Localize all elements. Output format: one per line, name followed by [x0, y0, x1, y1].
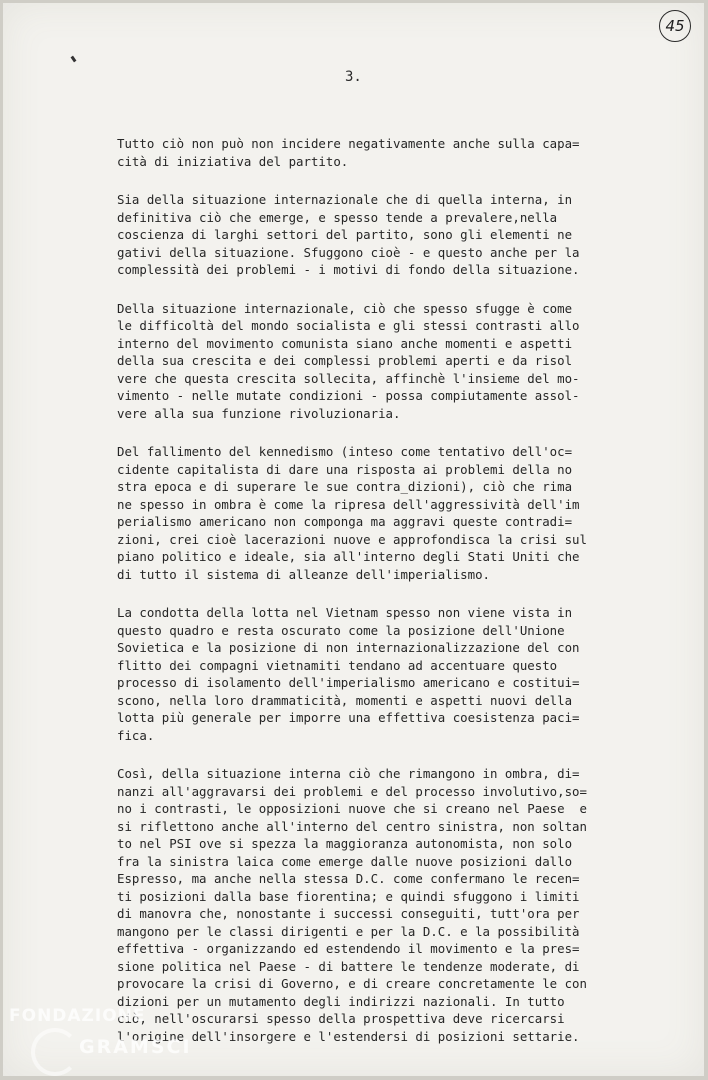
paragraph	[117, 300, 657, 423]
text-line: nanzi all'aggravarsi dei problemi e del processo involutivo,so=	[117, 783, 587, 799]
paragraph	[117, 765, 657, 1045]
text-line: l'origine dell'insorgere e l'estendersi di posizioni settarie.	[117, 1028, 580, 1044]
text-line: stra epoca e di superare le sue contra_dizioni), ciò che rima	[117, 479, 573, 494]
text-line: interno del movimento comunista siano anche momenti e aspetti	[117, 335, 573, 351]
text-line: si riflettono anche all'interno del centro sinistra, non soltan	[117, 818, 587, 834]
text-line: mangono per le classi dirigenti e per la D.C. e la possibilità	[117, 923, 580, 939]
text-line: ti posizioni dalla base fiorentina; e quindi sfuggono i limiti	[117, 888, 580, 904]
text-line: lotta più generale per imporre una effettiva coesistenza paci=	[117, 710, 580, 725]
folio-number: 45	[659, 10, 691, 42]
text-line: provocare la crisi di Governo, e di creare concretamente le con	[117, 976, 587, 991]
paragraph	[117, 443, 657, 583]
text-line: Espresso, ma anche nella stessa D.C. come confermano le recen=	[117, 871, 580, 886]
text-line: di tutto il sistema di alleanze dell'imperialismo.	[117, 566, 490, 582]
page-number: 3.	[345, 69, 362, 85]
text-line: ne spesso in ombra è come la ripresa dell'aggressività dell'im	[117, 496, 580, 512]
text-line: processo di isolamento dell'imperialismo americano e costitui=	[117, 675, 580, 690]
text-line: piano politico e ideale, sia all'interno degli Stati Uniti che	[117, 549, 580, 564]
text-line: to nel PSI ove si spezza la maggioranza autonomista, non solo	[117, 836, 573, 851]
archive-watermark	[9, 1006, 209, 1078]
watermark-logo-icon	[31, 1028, 79, 1076]
paragraph	[117, 604, 657, 744]
text-line: cidente capitalista di dare una risposta ai problemi della no	[117, 461, 573, 477]
text-line: Della situazione internazionale, ciò che spesso sfugge è come	[117, 300, 573, 316]
text-line: Tutto ciò non può non incidere negativamente anche sulla capa=	[117, 136, 580, 151]
text-line: sione politica nel Paese - di battere le tendenze moderate, di	[117, 958, 580, 974]
text-line: vere che questa crescita sollecita, affinchè l'insieme del mo-	[117, 370, 580, 386]
text-line: vimento - nelle mutate condizioni - possa compiutamente assol-	[117, 388, 580, 403]
text-line: definitiva ciò che emerge, e spesso tende a prevalere,nella	[117, 209, 558, 225]
text-line: ciò, nell'oscurarsi spesso della prospettiva deve ricercarsi	[117, 1011, 565, 1026]
text-line: coscienza di larghi settori del partito, sono gli elementi ne	[117, 227, 573, 242]
text-line: le difficoltà del mondo socialista e gli stessi contrasti allo	[117, 318, 580, 333]
watermark-top: FONDAZIONE	[9, 1006, 146, 1026]
text-line: La condotta della lotta nel Vietnam spesso non viene vista in	[117, 605, 573, 620]
paragraph	[117, 135, 657, 170]
text-line: vere alla sua funzione rivoluzionaria.	[117, 405, 401, 421]
watermark-bottom: GRAMSCI	[79, 1036, 192, 1058]
text-line: perialismo americano non componga ma aggravi queste contradi=	[117, 514, 573, 529]
text-line: scono, nella loro drammaticità, momenti e aspetti nuovi della	[117, 692, 573, 708]
text-line: cità di iniziativa del partito.	[117, 153, 349, 169]
text-line: flitto dei compagni vietnamiti tendano ad accentuare questo	[117, 657, 558, 673]
body-text	[117, 135, 657, 1066]
text-line: di manovra che, nonostante i successi conseguiti, tutt'ora per	[117, 906, 580, 921]
text-line: fra la sinistra laica come emerge dalle nuove posizioni dallo	[117, 853, 573, 869]
text-line: complessità dei problemi - i motivi di fondo della situazione.	[117, 262, 580, 277]
text-line: dizioni per un mutamento degli indirizzi nazionali. In tutto	[117, 993, 565, 1009]
text-line: effettiva - organizzando ed estendendo il movimento e la pres=	[117, 941, 580, 956]
text-line: Del fallimento del kennedismo (inteso come tentativo dell'oc=	[117, 444, 573, 459]
text-line: questo quadro e resta oscurato come la posizione dell'Unione	[117, 622, 565, 638]
document-page	[3, 3, 704, 1076]
text-line: gativi della situazione. Sfuggono cioè - e questo anche per la	[117, 244, 580, 260]
text-line: Sovietica e la posizione di non internazionalizzazione del con	[117, 640, 580, 655]
ink-mark	[71, 56, 77, 63]
text-line: della sua crescita e dei complessi problemi aperti e da risol	[117, 353, 573, 368]
text-line: fica.	[117, 727, 155, 743]
text-line: Sia della situazione internazionale che di quella interna, in	[117, 192, 573, 207]
text-line: Così, della situazione interna ciò che rimangono in ombra, di=	[117, 766, 580, 781]
paragraph	[117, 191, 657, 279]
text-line: no i contrasti, le opposizioni nuove che si creano nel Paese e	[117, 801, 587, 816]
text-line: zioni, crei cioè lacerazioni nuove e approfondisca la crisi sul	[117, 531, 587, 547]
